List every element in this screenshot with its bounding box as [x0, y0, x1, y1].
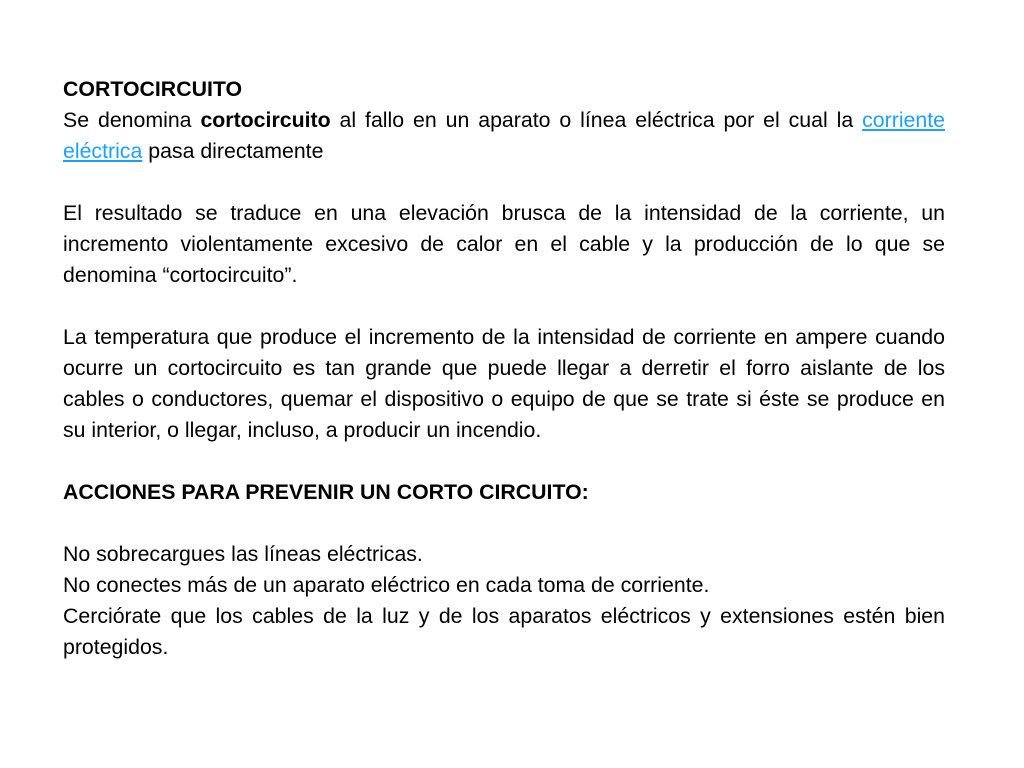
spacer	[63, 446, 945, 477]
result-paragraph: El resultado se traduce en una elevación brusca de la intensidad de la corriente, un incremento violentamente excesivo de calor en el cable y la producción de lo que se denomina “cortocircuito”.	[63, 201, 945, 287]
section-heading: ACCIONES PARA PREVENIR UN CORTO CIRCUITO:	[63, 480, 589, 504]
page-title: CORTOCIRCUITO	[63, 77, 243, 101]
spacer	[63, 291, 945, 322]
spacer	[63, 167, 945, 198]
corriente-electrica-link[interactable]: corriente eléctrica	[63, 108, 945, 163]
action-item: Cerciórate que los cables de la luz y de los aparatos eléctricos y extensiones estén bien protegidos.	[63, 604, 945, 659]
intro-suffix: pasa directamente	[142, 139, 324, 163]
intro-prefix: Se denomina	[63, 108, 201, 132]
intro-middle: al fallo en un aparato o línea eléctrica por el cual la	[330, 108, 863, 132]
intro-paragraph	[63, 105, 945, 167]
temperature-paragraph: La temperatura que produce el incremento de la intensidad de corriente en ampere cuando ocurre un cortocircuito es tan grande que puede llegar a derretir el forro aislante de los cables o conductores, quemar el dispositivo o equipo de que se trate si éste se produce en su interior, o llegar, incluso, a producir un incendio.	[63, 325, 945, 442]
intro-bold-term: cortocircuito	[200, 108, 331, 132]
slide-content	[63, 74, 945, 663]
action-item: No conectes más de un aparato eléctrico en cada toma de corriente.	[63, 573, 710, 597]
action-item: No sobrecargues las líneas eléctricas.	[63, 542, 423, 566]
spacer	[63, 508, 945, 539]
